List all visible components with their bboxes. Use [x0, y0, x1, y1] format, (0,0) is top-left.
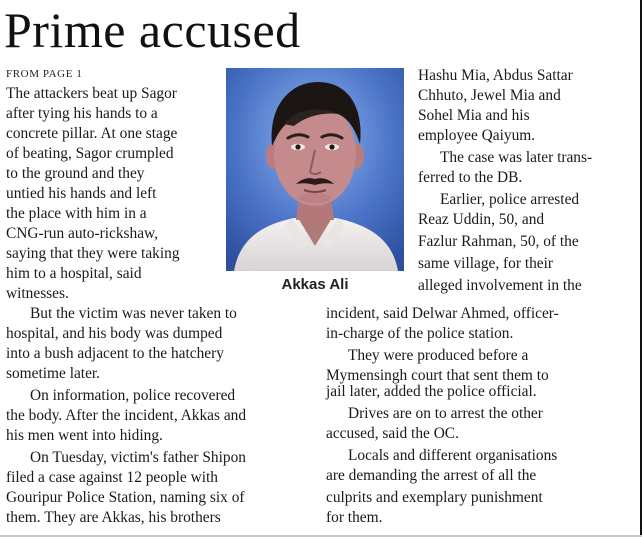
text-line: The attackers beat up Sagor — [6, 85, 177, 102]
text-line: Mymensingh court that sent them to — [326, 367, 549, 384]
text-line: Reaz Uddin, 50, and — [418, 211, 545, 228]
text-line: same village, for their — [418, 255, 554, 272]
text-line: in-charge of the police station. — [326, 325, 514, 342]
text-line: accused, said the OC. — [326, 425, 459, 442]
text-line: But the victim was never taken to — [30, 305, 237, 322]
text-line: to the ground and they — [6, 165, 145, 182]
text-line: untied his hands and left — [6, 185, 157, 202]
text-line: into a bush adjacent to the hatchery — [6, 345, 224, 362]
text-line: him to a hospital, said — [6, 265, 142, 282]
text-line: concrete pillar. At one stage — [6, 125, 178, 142]
text-line: them. They are Akkas, his brothers — [6, 509, 221, 526]
text-line: sometime later. — [6, 365, 101, 382]
text-line: his men went into hiding. — [6, 427, 163, 444]
text-line: Chhuto, Jewel Mia and — [418, 87, 561, 104]
text-line: the place with him in a — [6, 205, 147, 222]
text-line: of beating, Sagor crumpled — [6, 145, 174, 162]
text-line: incident, said Delwar Ahmed, officer- — [326, 305, 559, 322]
text-line: Locals and different organisations — [348, 447, 558, 464]
text-line: are demanding the arrest of all the — [326, 467, 537, 484]
text-line: Gouripur Police Station, naming six of — [6, 489, 245, 506]
text-line: jail later, added the police official. — [326, 383, 537, 400]
kicker: FROM PAGE 1 — [6, 68, 83, 80]
text-line: On Tuesday, victim's father Shipon — [30, 449, 246, 466]
text-line: witnesses. — [6, 285, 69, 302]
text-line: culprits and exemplary punishment — [326, 489, 543, 506]
text-line: ferred to the DB. — [418, 169, 523, 186]
text-line: for them. — [326, 509, 383, 526]
text-line: employee Qaiyum. — [418, 127, 536, 144]
text-line: filed a case against 12 people with — [6, 469, 218, 486]
text-line: The case was later trans- — [440, 149, 593, 166]
text-line: They were produced before a — [348, 347, 529, 364]
text-line: Hashu Mia, Abdus Sattar — [418, 67, 573, 84]
text-line: Sohel Mia and his — [418, 107, 530, 124]
text-line: alleged involvement in the — [418, 277, 582, 294]
text-line: CNG-run auto-rickshaw, — [6, 225, 159, 242]
text-line: the body. After the incident, Akkas and — [6, 407, 247, 424]
text-line: Drives are on to arrest the other — [348, 405, 543, 422]
text-line: Fazlur Rahman, 50, of the — [418, 233, 579, 250]
text-line: On information, police recovered — [30, 387, 236, 404]
portrait-photo — [226, 68, 404, 271]
text-line: after tying his hands to a — [6, 105, 158, 122]
text-line: hospital, and his body was dumped — [6, 325, 223, 342]
text-line: saying that they were taking — [6, 245, 180, 262]
headline: Prime accused — [4, 2, 301, 58]
photo-caption: Akkas Ali — [281, 276, 349, 293]
portrait-illustration — [226, 68, 404, 271]
text-line: Earlier, police arrested — [440, 191, 580, 208]
